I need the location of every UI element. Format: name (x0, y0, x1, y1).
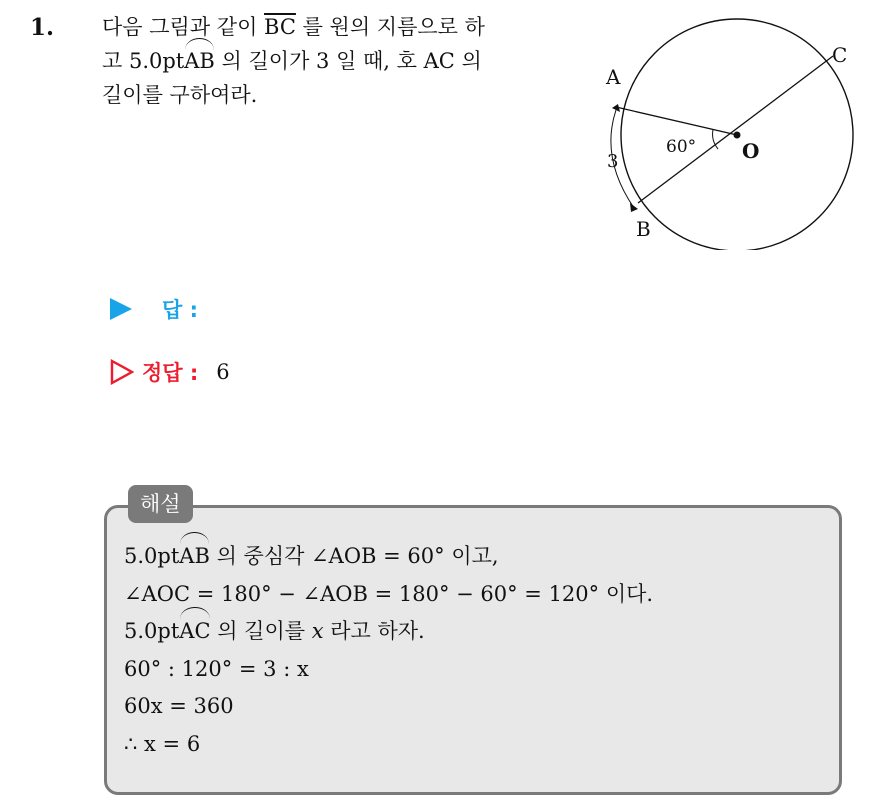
circle-figure (596, 18, 866, 250)
explanation-line-4: 60° : 120° = 3 : x (124, 656, 309, 681)
question-line-1: 다음 그림과 같이 $\overline{BC}$ 를 원의 지름으로 하 (102, 15, 485, 39)
arc-ab: AB (179, 538, 210, 576)
explanation-line-3: 5.0pt AC 의 길이를 x 라고 하자. (124, 613, 653, 651)
question-line-3: 길이를 구하여라. (102, 83, 258, 107)
label-a: A (606, 65, 621, 89)
explanation-line-5: 60x = 360 (124, 694, 234, 718)
label-c: C (832, 43, 848, 67)
question-text (102, 10, 592, 112)
solution-label: 정답 : (142, 361, 199, 385)
outline-triangle-icon (110, 359, 134, 385)
length-label: 3 (607, 151, 619, 172)
label-b: B (636, 217, 651, 241)
segment-bc: $\overline{BC}$ (264, 15, 296, 39)
explanation-lines (124, 538, 653, 763)
radius-oa (616, 107, 737, 135)
solution-row (110, 357, 230, 387)
label-o: O (742, 139, 760, 163)
question-number: 1. (30, 14, 55, 41)
play-triangle-icon (110, 298, 132, 320)
solution-value: 6 (216, 360, 230, 384)
explanation-line-1: 5.0pt AB 의 중심각 ∠AOB = 60° 이고, (124, 538, 653, 576)
center-point (734, 132, 741, 139)
answer-row (110, 294, 198, 324)
arc-ac: AC (179, 613, 210, 651)
explanation-line-6: ∴ x = 6 (124, 731, 201, 756)
arc-ab: AB (184, 44, 215, 78)
question-line-2: 고 5.0pt AB 의 길이가 3 일 때, 호 AC 의 (102, 44, 592, 78)
answer-label: 답 : (162, 298, 198, 322)
angle-label: 60° (666, 137, 697, 157)
explanation-line-2: ∠AOC = 180° − ∠AOB = 180° − 60° = 120° 이다. (124, 581, 654, 606)
explanation-tag: 해설 (128, 485, 193, 523)
diameter-bc (638, 56, 833, 203)
